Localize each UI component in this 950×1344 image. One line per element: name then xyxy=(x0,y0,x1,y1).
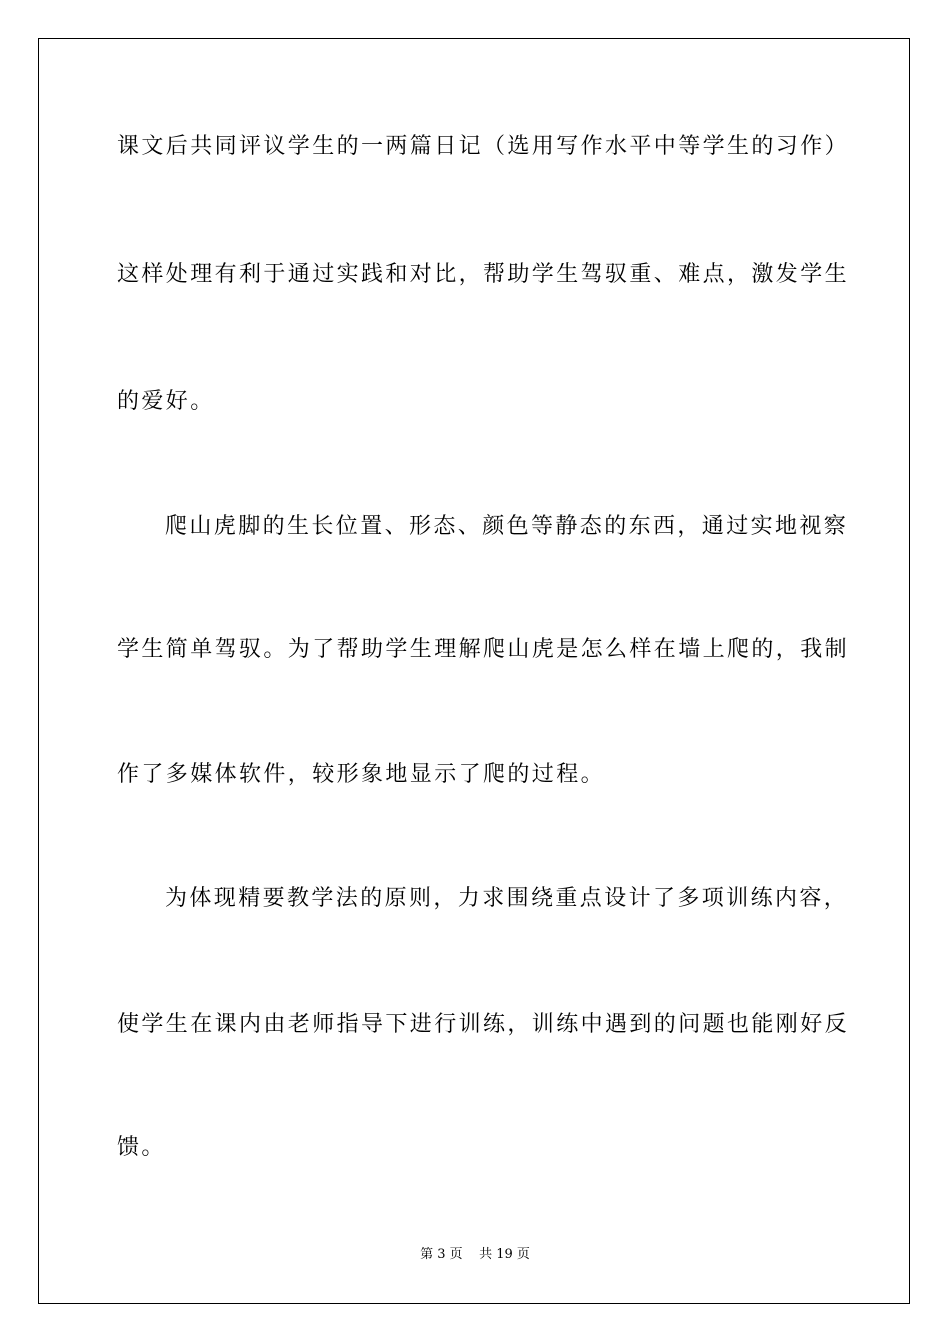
paragraph-start-line: 爬山虎脚的生长位置、形态、颜色等静态的东西，通过实地视察 xyxy=(165,514,849,539)
page-border xyxy=(38,38,910,1304)
body-text-line: 这样处理有利于通过实践和对比，帮助学生驾驭重、难点，激发学生 xyxy=(117,262,850,287)
body-text-line: 作了多媒体软件，较形象地显示了爬的过程。 xyxy=(117,762,606,787)
body-text-line: 使学生在课内由老师指导下进行训练，训练中遇到的问题也能刚好反 xyxy=(117,1012,850,1037)
paragraph-start-line: 为体现精要教学法的原则，力求围绕重点设计了多项训练内容， xyxy=(165,886,849,911)
body-text-line: 课文后共同评议学生的一两篇日记（选用写作水平中等学生的习作） xyxy=(117,134,850,159)
body-text-line: 馈。 xyxy=(117,1135,166,1160)
page-number-footer: 第 3 页 共 19 页 xyxy=(420,1247,530,1262)
body-text-line: 学生简单驾驭。为了帮助学生理解爬山虎是怎么样在墙上爬的，我制 xyxy=(117,637,850,662)
body-text-line: 的爱好。 xyxy=(117,389,215,414)
